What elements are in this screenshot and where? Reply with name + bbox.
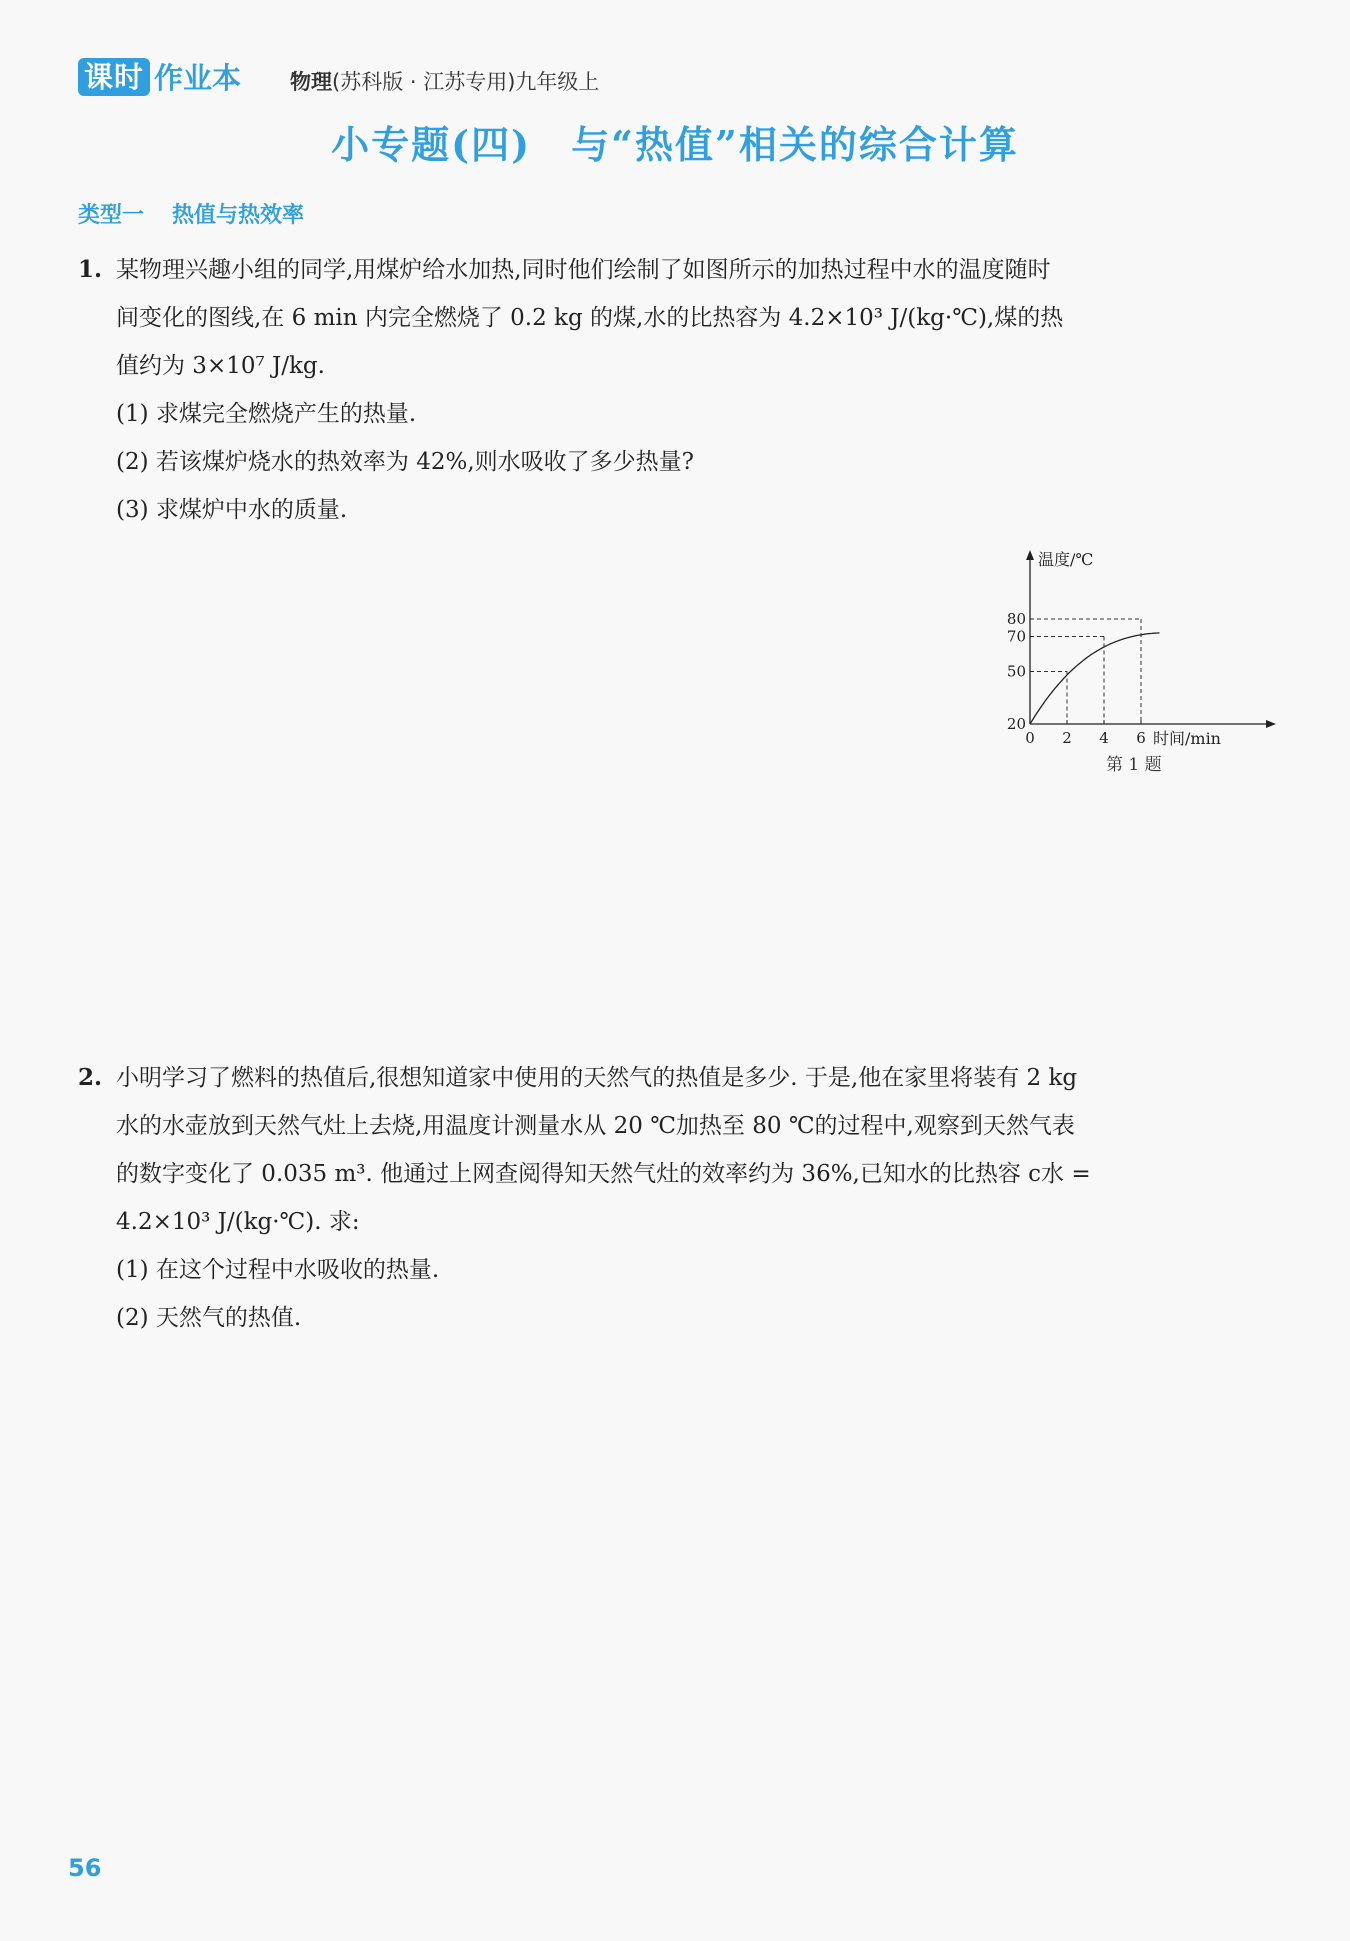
stem-text: 的数字变化了 0.035 m³. 他通过上网查阅得知天然气灶的效率约为 36%,已知水的比热容 c水 = <box>116 1161 1091 1187</box>
x-tick-label: 0 <box>1025 729 1035 747</box>
question-1 <box>78 246 1278 534</box>
question-stem-line <box>78 342 1278 390</box>
section-name: 热值与热效率 <box>172 203 305 228</box>
sub-question: (2) 若该煤炉烧水的热效率为 42%,则水吸收了多少热量? <box>116 449 694 475</box>
question-stem-line <box>78 1054 1278 1102</box>
question-stem-line <box>78 1198 1278 1246</box>
brand-highlight: 课时 <box>78 58 150 96</box>
stem-text: 水的水壶放到天然气灶上去烧,用温度计测量水从 20 ℃加热至 80 ℃的过程中,观察到天然气表 <box>116 1113 1075 1139</box>
section-label: 类型一 <box>78 203 145 228</box>
x-tick-label: 2 <box>1062 729 1072 747</box>
question-stem-line <box>78 1150 1278 1198</box>
sub-question: (3) 求煤炉中水的质量. <box>116 497 348 523</box>
book-info <box>290 66 599 96</box>
y-axis-arrow <box>1026 550 1034 560</box>
y-tick-label: 20 <box>1006 715 1026 733</box>
stem-text: 值约为 3×10⁷ J/kg. <box>116 353 325 379</box>
question-number: 1. <box>78 256 103 283</box>
temperature-curve <box>1030 633 1160 724</box>
page-title: 小专题(四) 与“热值”相关的综合计算 <box>331 122 1019 167</box>
x-tick-label: 6 <box>1136 729 1146 747</box>
y-axis-label: 温度/℃ <box>1038 550 1094 569</box>
y-tick-label: 70 <box>1006 627 1026 646</box>
figure-caption: 第 1 题 <box>1106 755 1162 775</box>
sub-question: (2) 天然气的热值. <box>116 1305 302 1331</box>
page-number: 56 <box>68 1854 102 1882</box>
x-axis-label: 时间/min <box>1153 729 1221 748</box>
brand-logo <box>78 56 241 97</box>
x-tick-label: 4 <box>1099 729 1109 747</box>
question-number: 2. <box>78 1064 103 1091</box>
question-stem-line <box>78 246 1278 294</box>
stem-text: 4.2×10³ J/(kg·℃). 求: <box>116 1209 360 1235</box>
question-stem-line <box>78 294 1278 342</box>
x-axis-arrow <box>1266 720 1276 728</box>
brand-name: 作业本 <box>154 61 242 95</box>
y-tick-label: 50 <box>1006 662 1026 681</box>
sub-question: (1) 求煤完全燃烧产生的热量. <box>116 401 417 427</box>
temperature-time-chart <box>990 538 1290 778</box>
question-2 <box>78 1054 1278 1342</box>
sub-question: (1) 在这个过程中水吸收的热量. <box>116 1257 440 1283</box>
y-tick-label: 80 <box>1006 610 1026 628</box>
stem-text: 某物理兴趣小组的同学,用煤炉给水加热,同时他们绘制了如图所示的加热过程中水的温度随时 <box>116 257 1051 283</box>
question-stem-line <box>78 1102 1278 1150</box>
section-heading <box>78 198 304 229</box>
stem-text: 间变化的图线,在 6 min 内完全燃烧了 0.2 kg 的煤,水的比热容为 4.2×10³ J/(kg·℃),煤的热 <box>116 305 1064 331</box>
edition: (苏科版 · 江苏专用)九年级上 <box>332 70 600 94</box>
stem-text: 小明学习了燃料的热值后,很想知道家中使用的天然气的热值是多少. 于是,他在家里将装有 2 kg <box>116 1065 1078 1091</box>
subject: 物理 <box>290 70 332 94</box>
